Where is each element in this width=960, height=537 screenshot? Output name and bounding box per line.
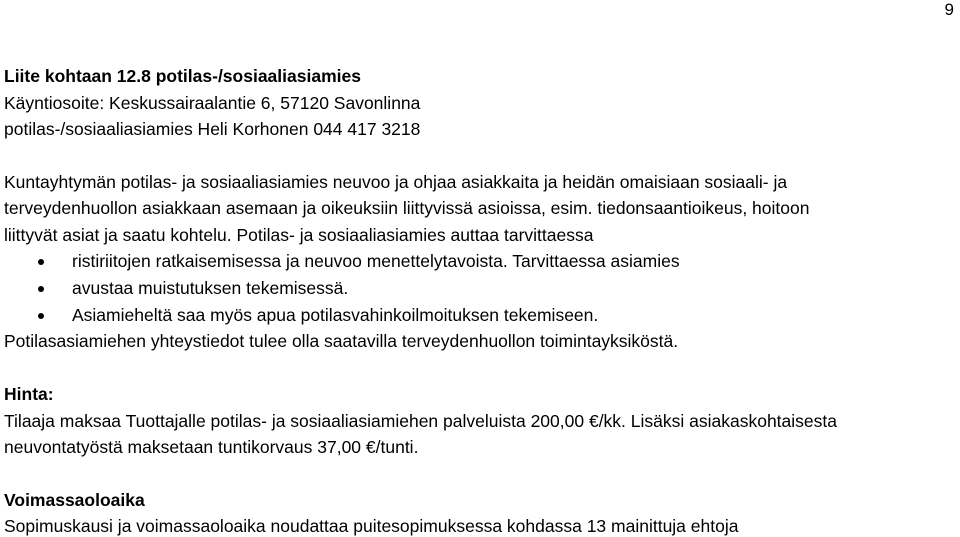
price-line-1: Tilaaja maksaa Tuottajalle potilas- ja sosiaaliasiamiehen palveluista 200,00 €/kk. Lisäksi asiakaskohtaisesta bbox=[4, 411, 837, 431]
address-line: Käyntiosoite: Keskussairaalantie 6, 57120 Savonlinna bbox=[4, 93, 421, 113]
body-line-2: terveydenhuollon asiakkaan asemaan ja oikeuksiin liittyvissä asioissa, esim. tiedonsaantioikeus, hoitoon bbox=[4, 198, 810, 218]
page-number: 9 bbox=[944, 0, 954, 19]
section-heading: Liite kohtaan 12.8 potilas-/sosiaaliasiamies bbox=[4, 66, 361, 86]
list-item-text: ristiriitojen ratkaisemisessa ja neuvoo menettelytavoista. Tarvittaessa asiamies bbox=[72, 251, 680, 271]
list-item-text: avustaa muistutuksen tekemisessä. bbox=[72, 278, 349, 298]
body-line-3: liittyvät asiat ja saatu kohtelu. Potilas- ja sosiaaliasiamies auttaa tarvittaessa bbox=[4, 225, 594, 245]
contact-line: potilas-/sosiaaliasiamies Heli Korhonen 044 417 3218 bbox=[4, 119, 421, 139]
body-line-1: Kuntayhtymän potilas- ja sosiaaliasiamies neuvoo ja ohjaa asiakkaita ja heidän omaisiaan sosiaali- ja bbox=[4, 172, 788, 192]
bullet-icon bbox=[38, 286, 44, 292]
list-item-text: Asiamieheltä saa myös apua potilasvahinkoilmoituksen tekemiseen. bbox=[72, 305, 599, 325]
closing-line: Potilasasiamiehen yhteystiedot tulee olla saatavilla terveydenhuollon toimintayksiköstä. bbox=[4, 331, 679, 351]
price-heading: Hinta: bbox=[4, 384, 54, 404]
validity-heading: Voimassaoloaika bbox=[4, 490, 145, 510]
bullet-icon bbox=[38, 313, 44, 319]
price-line-2: neuvontatyöstä maksetaan tuntikorvaus 37,00 €/tunti. bbox=[4, 437, 419, 457]
validity-line-1: Sopimuskausi ja voimassaoloaika noudattaa puitesopimuksessa kohdassa 13 mainittuja ehtoja bbox=[4, 516, 739, 536]
bullet-icon bbox=[38, 259, 44, 265]
